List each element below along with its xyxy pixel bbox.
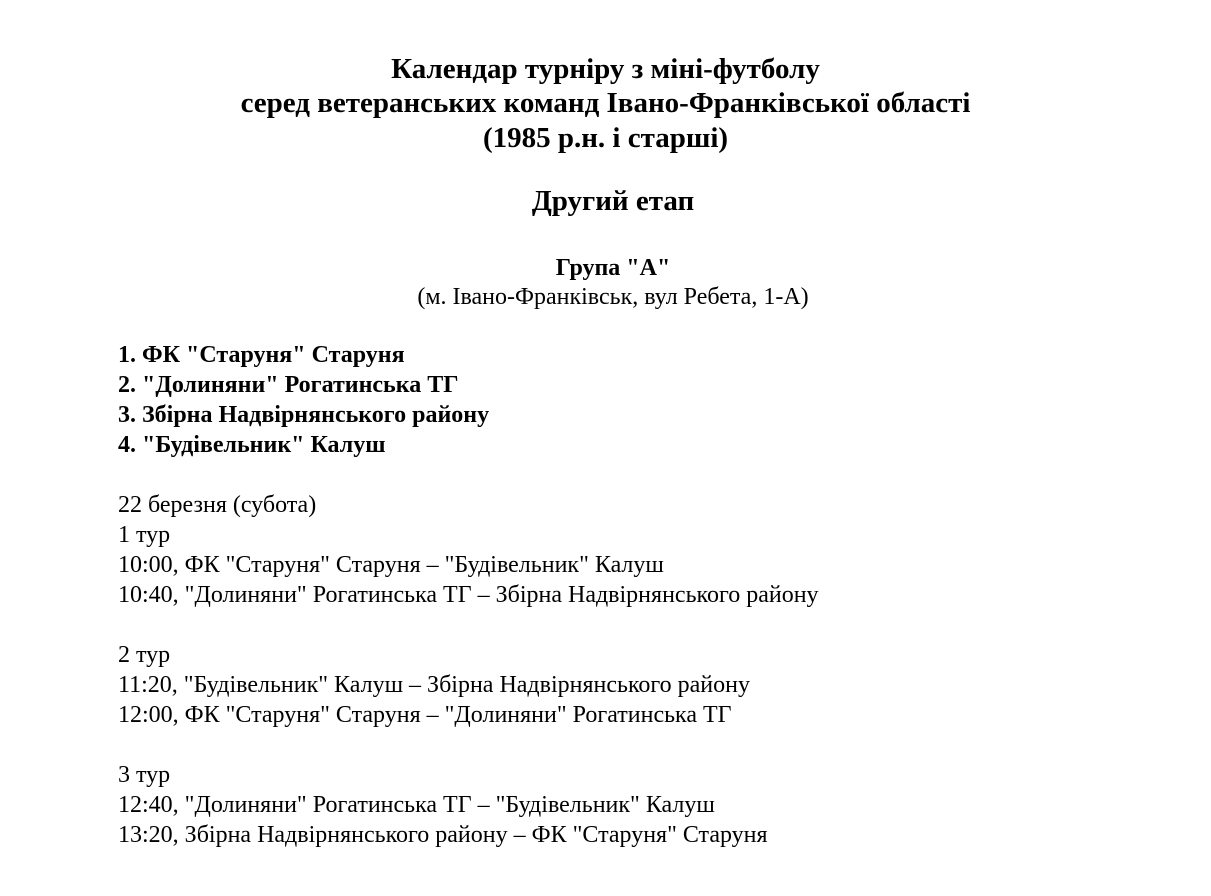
match-line: 13:20, Збірна Надвірнянського району – ФК "Старуня" Старуня: [118, 822, 768, 848]
match-line: 11:20, "Будівельник" Калуш – Збірна Надвірнянського району: [118, 672, 750, 698]
team-item: 1. ФК "Старуня" Старуня: [118, 342, 405, 368]
group-title: Група "А": [555, 255, 671, 281]
stage-heading: Другий етап: [531, 185, 695, 217]
match-line: 10:40, "Долиняни" Рогатинська ТГ – Збірна Надвірнянського району: [118, 582, 819, 608]
team-item: 2. "Долиняни" Рогатинська ТГ: [118, 372, 459, 398]
match-line: 10:00, ФК "Старуня" Старуня – "Будівельник" Калуш: [118, 552, 664, 578]
match-schedule: [118, 490, 819, 850]
match-date: 22 березня (субота): [118, 492, 317, 518]
document-title-line-3: (1985 р.н. і старші): [482, 122, 729, 154]
round-label: 3 тур: [118, 762, 171, 788]
document-title-line-2: серед ветеранських команд Івано-Франківської області: [240, 87, 971, 119]
team-item: 4. "Будівельник" Калуш: [118, 432, 386, 458]
round-label: 2 тур: [118, 642, 171, 668]
round-label: 1 тур: [118, 522, 171, 548]
round-spacer: [118, 610, 819, 640]
match-line: 12:00, ФК "Старуня" Старуня – "Долиняни" Рогатинська ТГ: [118, 702, 732, 728]
team-list: [118, 340, 489, 460]
group-location: (м. Івано-Франківськ, вул Ребета, 1-А): [417, 284, 809, 310]
team-item: 3. Збірна Надвірнянського району: [118, 402, 490, 428]
document-title-line-1: Календар турніру з міні-футболу: [391, 53, 820, 85]
round-spacer: [118, 730, 819, 760]
match-line: 12:40, "Долиняни" Рогатинська ТГ – "Будівельник" Калуш: [118, 792, 715, 818]
